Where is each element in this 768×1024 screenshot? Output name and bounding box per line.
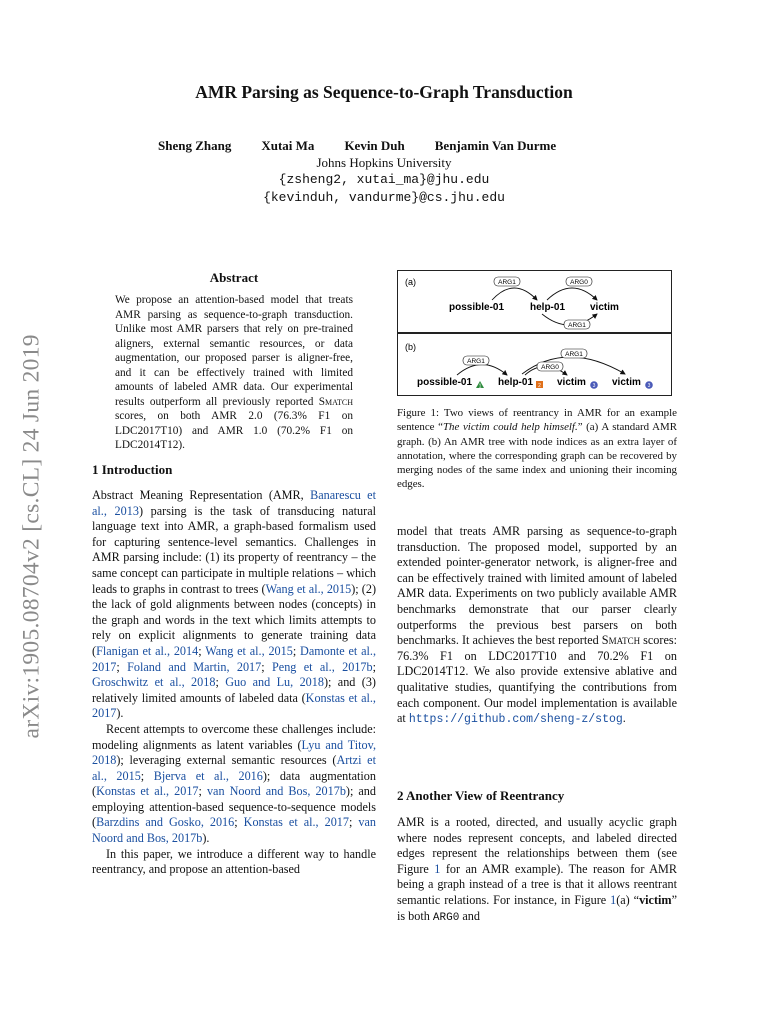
intro-body [92, 488, 376, 878]
body-text: . [622, 711, 626, 726]
figure-caption [397, 406, 677, 492]
edge-label: ARG1 [498, 279, 516, 286]
amr-node: victim [557, 377, 586, 388]
author-name: Xutai Ma [261, 138, 315, 153]
amr-edge [457, 365, 507, 376]
section-heading: 2 Another View of Reentrancy [397, 788, 565, 803]
body-text: ) parsing is the task of transducing natural language text into AMR, a graph-based formalism used for capturing sentence-level semantics. Challenges in AMR parsing include: (1) its property of reentrancy – the same concept can participate in multiple relations – which leads to graphs in contrast to trees ( [92, 503, 377, 596]
amr-node: victim [590, 302, 619, 313]
body-text: ; [198, 784, 207, 799]
node-index: 3 [592, 383, 596, 389]
body-text: ; [261, 659, 272, 674]
citation-link[interactable]: Foland and Martin, 2017 [127, 659, 262, 674]
amr-figure-svg [397, 270, 672, 396]
abstract-text: scores, on both AMR 2.0 (76.3% F1 on LDC2017T10) and AMR 1.0 (70.2% F1 on LDC2014T12). [115, 410, 353, 451]
caption-sentence: The victim could help himself. [442, 421, 578, 434]
caption-text: ” (a) A standard AMR graph. (b) An AMR tree with node indices as an extra layer of annotation, where the corresponding graph can be recovered by merging nodes of the same index and unioning their incoming edges. [397, 421, 677, 491]
intro-paragraph-3: In this paper, we introduce a different way to handle reentrancy, and propose an attention-based [92, 846, 376, 877]
code-term: ARG0 [432, 911, 460, 924]
body-text: scores: 76.3% F1 on LDC2017T10 and 70.2% F1 on LDC2014T12. We also provide extensive ablative and qualitative studies, quantifying the contributions from each component. Our model implementation is available at [397, 633, 677, 726]
bold-term: victim [639, 892, 672, 907]
body-text: ); and (3) relatively limited amounts of labeled data ( [92, 675, 376, 705]
citation-link[interactable]: Lyu and Titov, 2018 [92, 737, 376, 768]
body-text: Recent attempts to overcome these challenges include: modeling alignments as latent variables ( [92, 721, 376, 752]
citation-link[interactable]: Bjerva et al., 2016 [153, 768, 263, 783]
body-text: (a) “ [616, 892, 640, 907]
citation-link[interactable]: Konstas et al., 2017 [92, 690, 376, 721]
node-index: 2 [538, 383, 541, 389]
panel-a-label: (a) [405, 277, 416, 287]
body-text: ; [348, 815, 359, 830]
citation-link[interactable]: Wang et al., 2015 [265, 581, 352, 596]
body-text: ); and employing attention-based sequence-to-sequence models ( [92, 784, 376, 830]
citation-link[interactable]: Peng et al., 2017b [272, 659, 373, 674]
body-text: ); data augmentation ( [92, 768, 376, 799]
body-text: and [459, 908, 480, 923]
intro-paragraph-2 [92, 722, 376, 847]
body-text: ). [116, 706, 124, 721]
intro-paragraph-1 [92, 488, 376, 722]
citation-link[interactable]: 1 [610, 892, 617, 907]
citation-link[interactable]: Banarescu et al., 2013 [92, 488, 376, 518]
body-text: ; [198, 643, 206, 658]
node-index: 1 [478, 383, 482, 390]
paper-title: AMR Parsing as Sequence-to-Graph Transduction [195, 82, 573, 102]
amr-node: possible-01 [417, 377, 473, 388]
caption-text: Figure 1: Two views of reentrancy in AMR for an example sentence “ [397, 407, 677, 434]
amr-node: possible-01 [449, 302, 505, 313]
section-2-paragraph [397, 815, 677, 926]
edge-label: ARG1 [565, 351, 583, 358]
body-text: model that treats AMR parsing as sequence-to-graph transduction. The proposed model, supported by an extended pointer-generator network, is aligner-free and can be effectively trained with limited amount of labeled AMR data. Experiments on two publicly available AMR benchmarks demonstrate that our parser clearly outperforms the previous best parsers on both benchmarks. It achieves the best reported [397, 524, 677, 648]
body-text: AMR is a rooted, directed, and usually acyclic graph where nodes represent concepts, and labeled directed edges represent the relationships between them (see Figure [397, 815, 677, 876]
body-text: Abstract Meaning Representation (AMR, [92, 488, 311, 502]
citation-link[interactable]: Artzi et al., 2015 [92, 753, 376, 783]
amr-edge [492, 288, 537, 300]
body-text: ; [215, 675, 226, 690]
author-list [158, 138, 618, 154]
email-line: {kevinduh, vandurme}@cs.jhu.edu [263, 190, 505, 205]
panel-b-label: (b) [405, 342, 416, 352]
citation-link[interactable]: Wang et al., 2015 [205, 643, 293, 658]
node-index: 3 [647, 383, 651, 389]
right-col-paragraph [397, 524, 677, 728]
edge-label: ARG1 [467, 358, 485, 365]
section-heading: 1 Introduction [92, 462, 173, 477]
body-text: ; [372, 659, 376, 674]
citation-link[interactable]: Konstas et al., 2017 [96, 784, 199, 799]
citation-link[interactable]: Damonte et al., 2017 [92, 643, 377, 674]
citation-link[interactable]: 1 [434, 861, 441, 876]
smatch-term: Smatch [318, 395, 353, 408]
body-text: ); (2) the lack of gold alignments between nodes (concepts) in the graph and words in the text which limits attempts to rely on explicit alignments to generate training data ( [92, 581, 376, 658]
author-name: Sheng Zhang [158, 138, 232, 153]
author-name: Kevin Duh [344, 138, 405, 153]
email-line: {zsheng2, xutai_ma}@jhu.edu [278, 172, 490, 187]
figure-1 [397, 270, 672, 396]
edge-label: ARG0 [541, 364, 559, 371]
amr-node: victim [612, 377, 641, 388]
amr-node: help-01 [498, 377, 534, 388]
repo-link[interactable]: https://github.com/sheng-z/stog [408, 713, 623, 727]
abstract-heading: Abstract [209, 270, 259, 285]
abstract-text: We propose an attention-based model that treats AMR parsing as sequence-to-graph transduction. Unlike most AMR parsers that rely on pre-trained aligners, external semantic resources, or data augmentation, our proposed parser is aligner-free, and it can be effectively trained with limited amounts of labeled AMR data. Our experimental results outperform all previously reported [115, 294, 353, 408]
citation-link[interactable]: Guo and Lu, 2018 [225, 675, 324, 690]
body-text: ); leveraging external semantic resources ( [116, 753, 337, 768]
body-text: ; [140, 768, 154, 783]
citation-link[interactable]: Groschwitz et al., 2018 [92, 675, 216, 690]
author-name: Benjamin Van Durme [434, 138, 557, 153]
edge-label: ARG0 [570, 279, 588, 286]
citation-link[interactable]: van Noord and Bos, 2017b [206, 784, 346, 799]
affiliation: Johns Hopkins University [316, 155, 452, 170]
citation-link[interactable]: Flanigan et al., 2014 [96, 643, 199, 658]
smatch-term: Smatch [601, 633, 641, 648]
edge-label: ARG1 [568, 322, 586, 329]
amr-edge [547, 288, 597, 300]
amr-node: help-01 [530, 302, 566, 313]
abstract-body [115, 293, 353, 453]
citation-link[interactable]: van Noord and Bos, 2017b [92, 815, 376, 846]
body-text: ” is both [397, 892, 677, 923]
body-text: for an AMR example). The reason for AMR being a graph instead of a tree is that it allows reentrant semantic relations. For instance, in Figure [397, 861, 677, 907]
body-text: ; [116, 659, 128, 674]
body-text: ; [292, 643, 301, 658]
body-text: ; [234, 815, 244, 830]
citation-link[interactable]: Barzdins and Gosko, 2016 [96, 815, 235, 830]
body-text: ). [202, 831, 210, 846]
citation-link[interactable]: Konstas et al., 2017 [243, 815, 349, 830]
arxiv-stamp: arXiv:1905.08704v2 [cs.CL] 24 Jun 2019 [18, 334, 45, 739]
